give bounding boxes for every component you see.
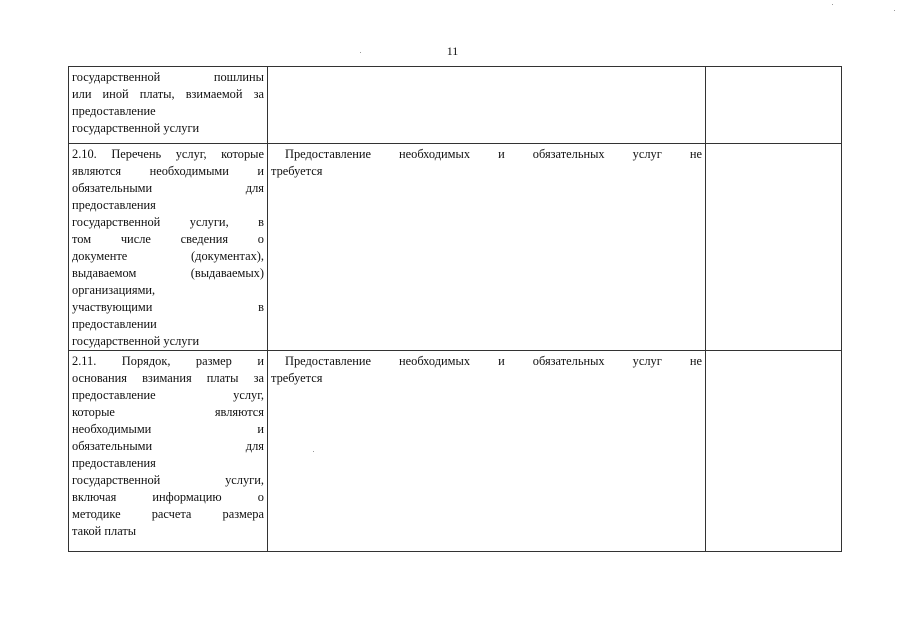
text-line: документе (документах), (72, 249, 264, 263)
text-line: предоставления (72, 456, 156, 470)
text-line: государственной услуги, (72, 473, 264, 487)
text-line: том числе сведения о (72, 232, 264, 246)
text-line: включая информацию о (72, 490, 264, 504)
requirement-text (72, 146, 264, 350)
text-line: государственной пошлины (72, 70, 264, 84)
content-text (271, 146, 702, 180)
requirement-text (72, 353, 264, 540)
scan-speck (832, 4, 833, 5)
text-line: основания взимания платы за (72, 371, 264, 385)
content-text (271, 353, 702, 387)
scan-speck (360, 52, 361, 53)
scan-speck (313, 451, 314, 452)
requirement-cell (69, 67, 268, 144)
text-line: предоставления (72, 198, 156, 212)
notes-cell (706, 144, 842, 351)
text-line: государственной услуги (72, 121, 200, 135)
text-line: которые являются (72, 405, 264, 419)
text-line: Предоставление необходимых и обязательных услуг не (285, 354, 702, 368)
text-line: необходимыми и (72, 422, 264, 436)
content-cell (268, 144, 706, 351)
text-line: Предоставление необходимых и обязательных услуг не (285, 147, 702, 161)
text-line: предоставление услуг, (72, 388, 264, 402)
text-line: предоставлении (72, 317, 157, 331)
content-cell (268, 67, 706, 144)
text-line: методике расчета размера (72, 507, 264, 521)
text-line: участвующими в (72, 300, 264, 314)
text-line: государственной услуги (72, 334, 200, 348)
text-line: государственной услуги, в (72, 215, 264, 229)
text-line: организациями, (72, 283, 156, 297)
text-line: обязательными для (72, 439, 264, 453)
content-cell (268, 351, 706, 552)
text-line: предоставление (72, 104, 156, 118)
table-row (69, 67, 842, 144)
text-line: являются необходимыми и (72, 164, 264, 178)
text-line: выдаваемом (выдаваемых) (72, 266, 264, 280)
text-line: такой платы (72, 524, 137, 538)
requirement-cell (69, 351, 268, 552)
regulation-table (68, 66, 842, 552)
text-line: 2.11. Порядок, размер и (72, 354, 264, 368)
notes-cell (706, 351, 842, 552)
text-line: 2.10. Перечень услуг, которые (72, 147, 264, 161)
table-row (69, 351, 842, 552)
scan-speck (894, 10, 895, 11)
page-number: 11 (446, 44, 459, 58)
text-line: требуется (271, 371, 323, 385)
table-row (69, 144, 842, 351)
text-line: или иной платы, взимаемой за (72, 87, 264, 101)
requirement-cell (69, 144, 268, 351)
notes-cell (706, 67, 842, 144)
text-line: обязательными для (72, 181, 264, 195)
text-line: требуется (271, 164, 323, 178)
requirement-text (72, 69, 264, 137)
